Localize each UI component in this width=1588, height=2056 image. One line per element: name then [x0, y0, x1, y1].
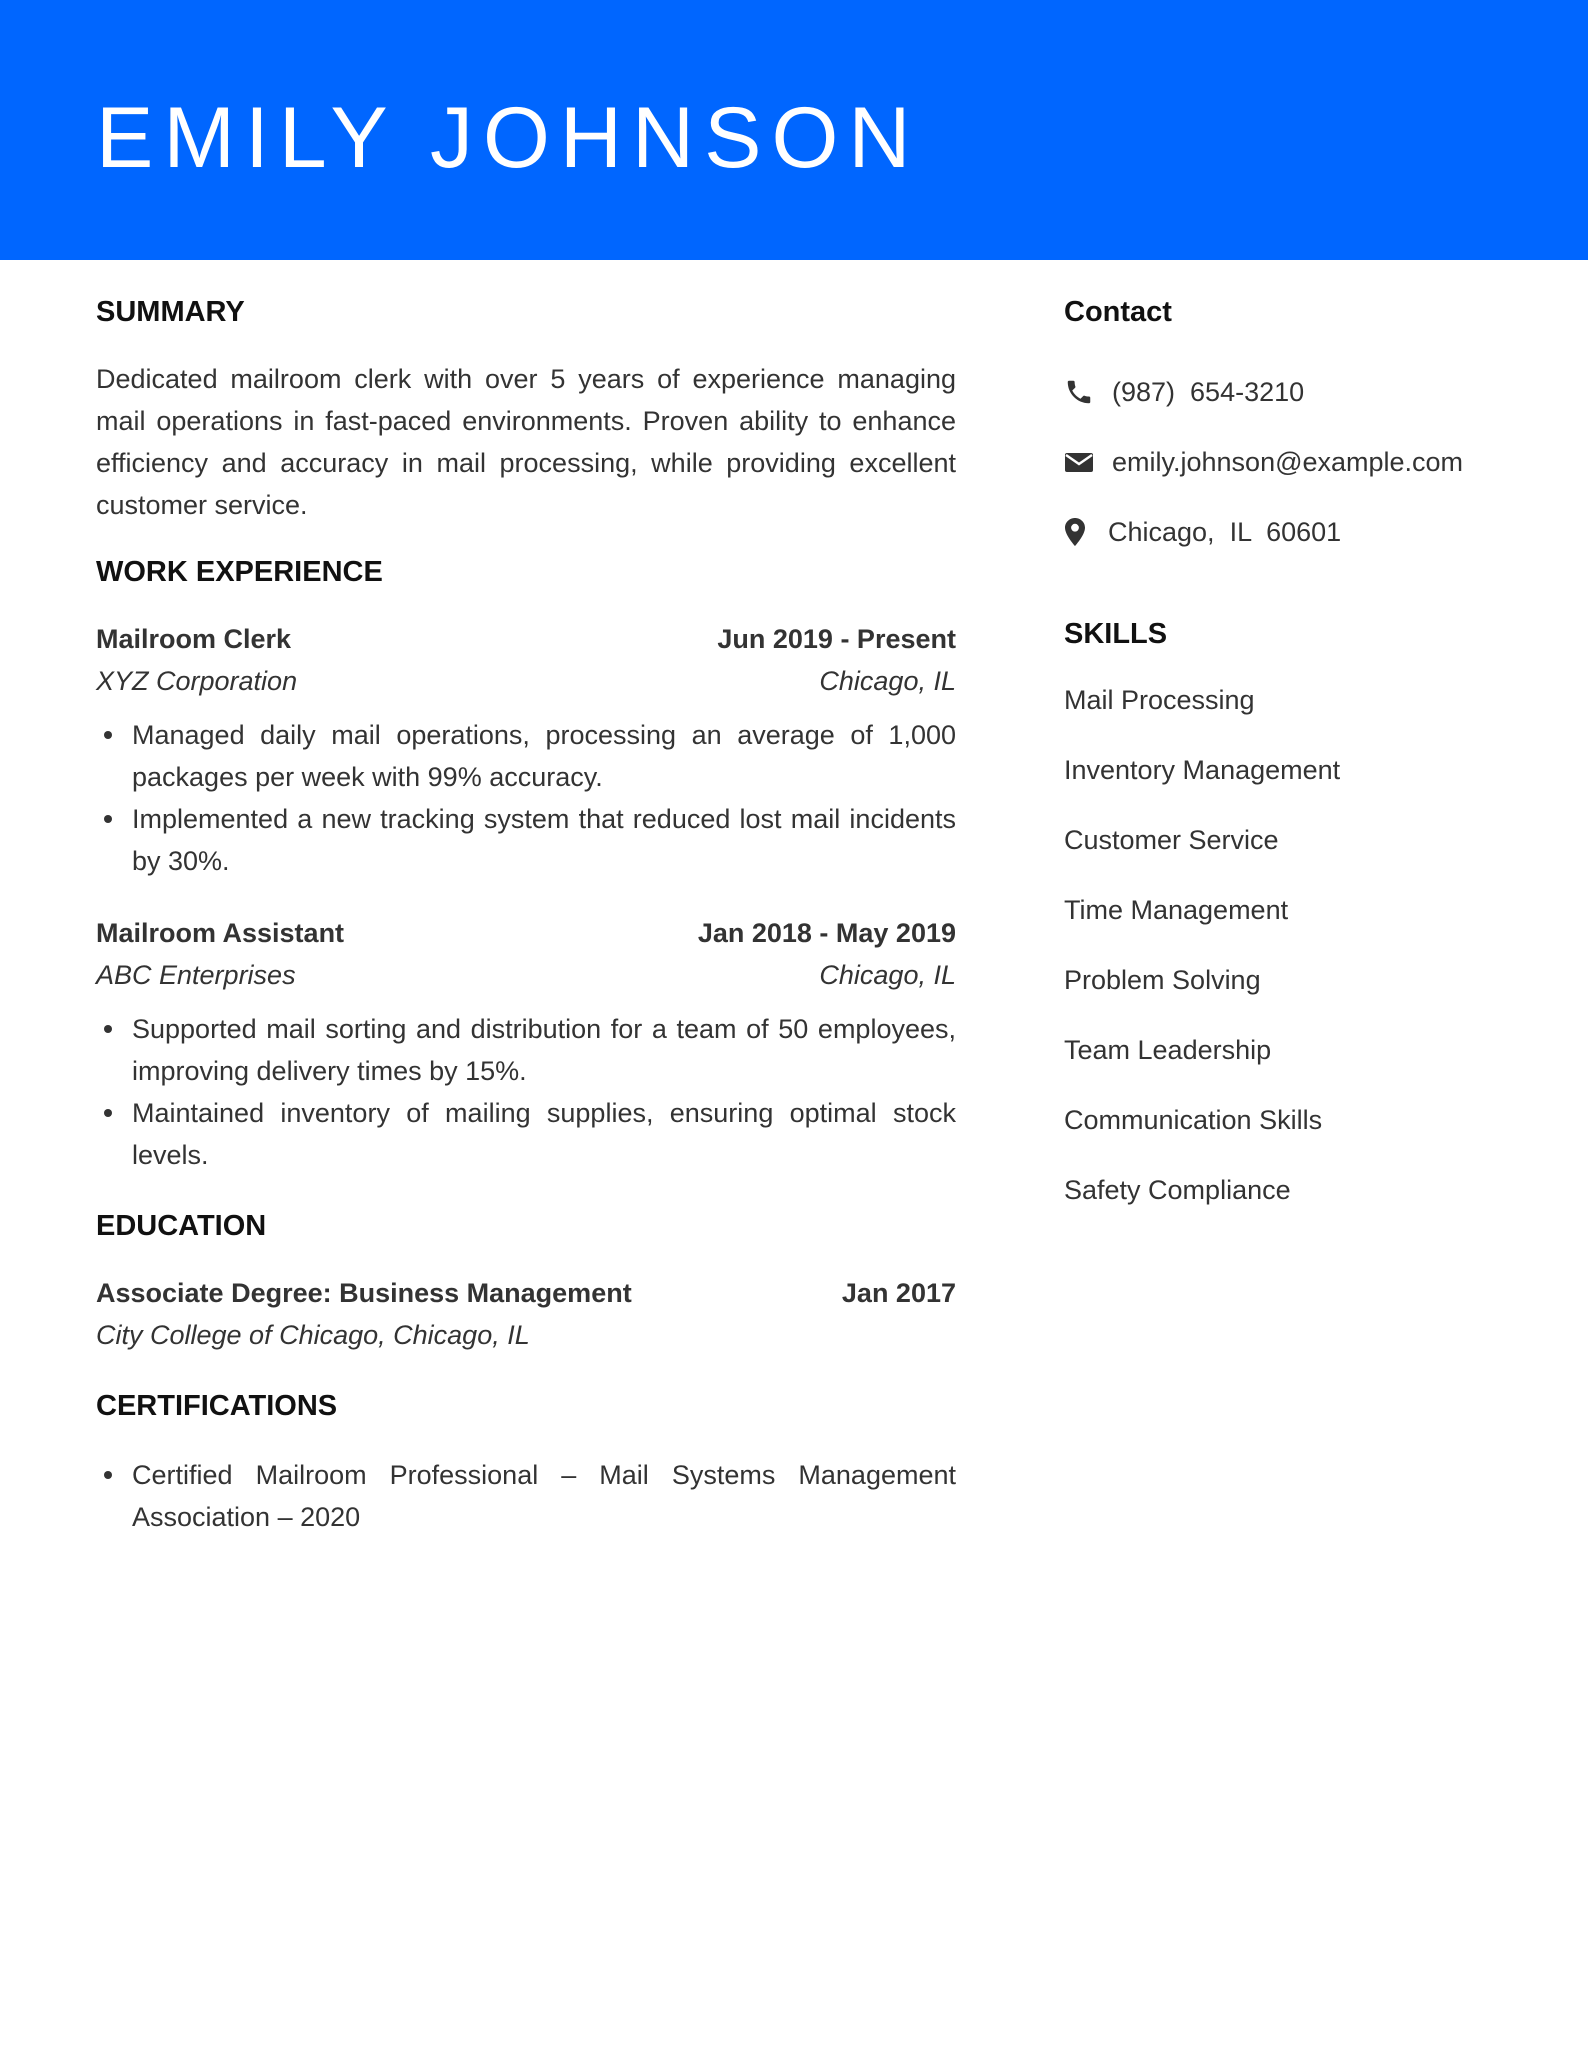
school-name: City College of Chicago, Chicago, IL	[96, 1320, 530, 1350]
job-company: XYZ Corporation	[96, 666, 298, 696]
bullet-item: Supported mail sorting and distribution for a team of 50 employees, improving delivery times by 15%.	[96, 1008, 956, 1092]
skills-heading: SKILLS	[1064, 618, 1168, 650]
skills-list	[1064, 680, 1504, 1240]
sidebar-column	[1064, 292, 1504, 1240]
job-title: Mailroom Assistant	[96, 918, 345, 948]
map-pin-icon	[1064, 517, 1108, 547]
contact-heading: Contact	[1064, 296, 1172, 328]
contact-phone	[1064, 372, 1504, 412]
job-dates: Jun 2019 - Present	[717, 624, 956, 654]
job-location: Chicago, IL	[819, 960, 956, 990]
work-experience-heading: WORK EXPERIENCE	[96, 556, 383, 588]
certifications-list	[96, 1454, 956, 1538]
skill-item: Problem Solving	[1064, 965, 1261, 995]
skill-item: Customer Service	[1064, 825, 1279, 855]
job-title: Mailroom Clerk	[96, 624, 292, 654]
skill-item: Mail Processing	[1064, 685, 1255, 715]
bullet-item: Implemented a new tracking system that reduced lost mail incidents by 30%.	[96, 798, 956, 882]
email-address: emily.johnson@example.com	[1112, 446, 1464, 477]
location-text: Chicago, IL 60601	[1108, 516, 1342, 547]
certification-item: Certified Mailroom Professional – Mail Systems Management Association – 2020	[96, 1454, 956, 1538]
main-column	[96, 292, 956, 1538]
skill-item: Communication Skills	[1064, 1105, 1323, 1135]
phone-number: (987) 654-3210	[1112, 376, 1305, 407]
skill-item: Safety Compliance	[1064, 1175, 1291, 1205]
education-entry	[96, 1272, 956, 1356]
contact-location	[1064, 512, 1504, 552]
summary-text: Dedicated mailroom clerk with over 5 years of experience managing mail operations in fast-paced environments. Proven ability to enhance efficiency and accuracy in mail processing, while providing excellent customer service.	[96, 364, 956, 520]
bullet-dot-icon	[104, 815, 112, 823]
skill-item: Time Management	[1064, 895, 1289, 925]
job-bullets	[96, 1008, 956, 1176]
education-heading: EDUCATION	[96, 1210, 267, 1242]
job-entry	[96, 618, 956, 882]
bullet-dot-icon	[104, 731, 112, 739]
skill-item: Inventory Management	[1064, 755, 1341, 785]
contact-email	[1064, 442, 1504, 482]
phone-icon	[1064, 377, 1112, 407]
degree-name: Associate Degree: Business Management	[96, 1278, 632, 1308]
job-company: ABC Enterprises	[96, 960, 296, 990]
summary-heading: SUMMARY	[96, 296, 245, 328]
envelope-icon	[1064, 450, 1112, 474]
skill-item: Team Leadership	[1064, 1035, 1272, 1065]
bullet-dot-icon	[104, 1471, 112, 1479]
header-banner	[0, 0, 1588, 260]
job-bullets	[96, 714, 956, 882]
certifications-heading: CERTIFICATIONS	[96, 1390, 338, 1422]
job-dates: Jan 2018 - May 2019	[697, 918, 956, 948]
candidate-name: EMILY JOHNSON	[96, 90, 921, 186]
bullet-dot-icon	[104, 1025, 112, 1033]
job-entry	[96, 912, 956, 1176]
bullet-item: Maintained inventory of mailing supplies, ensuring optimal stock levels.	[96, 1092, 956, 1176]
job-location: Chicago, IL	[819, 666, 956, 696]
education-date: Jan 2017	[841, 1278, 956, 1308]
bullet-item: Managed daily mail operations, processing an average of 1,000 packages per week with 99% accuracy.	[96, 714, 956, 798]
bullet-dot-icon	[104, 1109, 112, 1117]
